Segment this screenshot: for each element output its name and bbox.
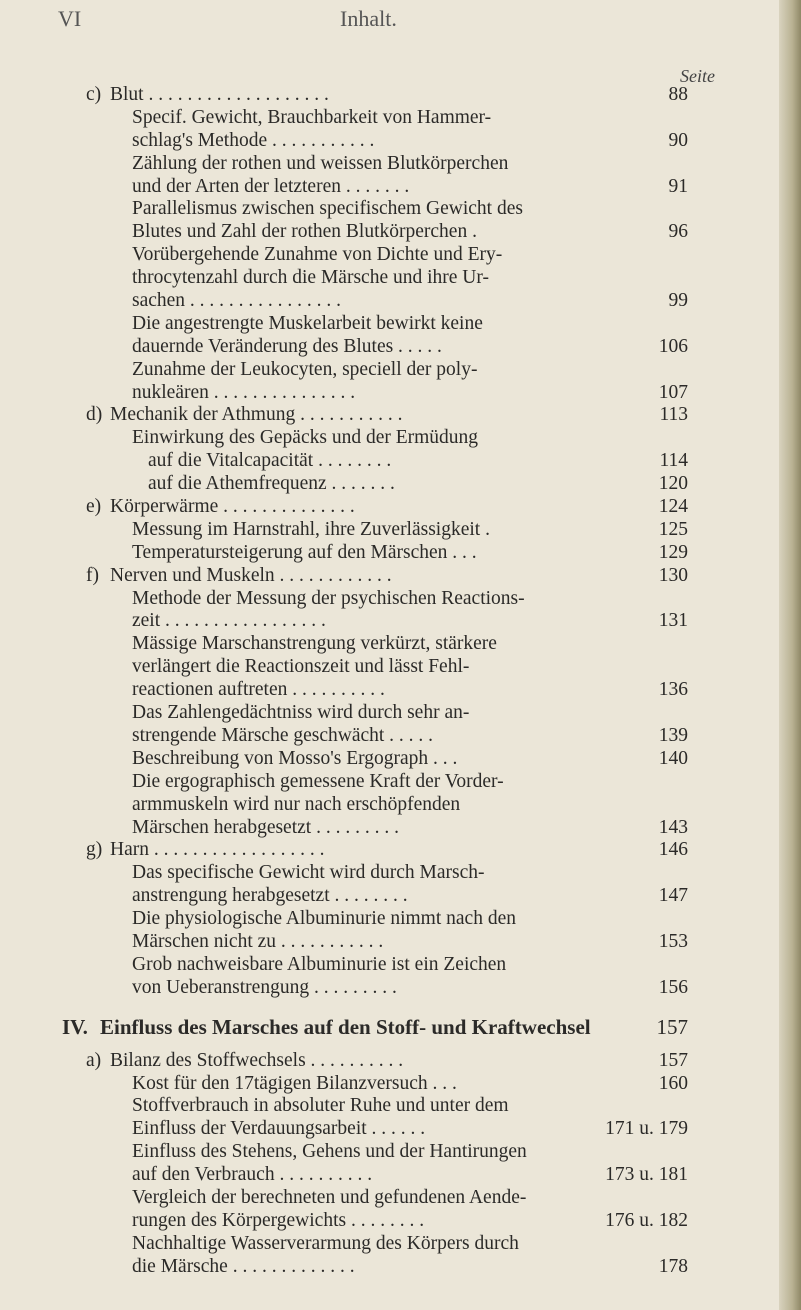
toc-entry [0, 130, 801, 153]
entry-text: Das specifische Gewicht wird durch Marsch- [132, 862, 485, 884]
toc-entry [0, 1187, 801, 1210]
toc-entry [0, 290, 801, 313]
entry-text: Die angestrengte Muskelarbeit bewirkt keine [132, 312, 483, 334]
toc-entry [0, 908, 801, 931]
entry-text: zeit . . . . . . . . . . . . . . . . . [132, 610, 326, 632]
toc-entry [0, 1141, 801, 1164]
entry-page: 143 [658, 816, 688, 838]
toc-entry [0, 427, 801, 450]
entry-page: 157 [658, 1049, 688, 1071]
toc-entry [0, 382, 801, 405]
entry-text: rungen des Körpergewichts . . . . . . . . [132, 1209, 425, 1231]
entry-text: Märschen nicht zu . . . . . . . . . . . [132, 930, 384, 952]
entry-text: Vorübergehende Zunahme von Dichte und Ery- [132, 244, 503, 266]
entry-text: Parallelismus zwischen specifischem Gewicht des [132, 198, 523, 220]
toc-entry [0, 862, 801, 885]
entry-page: 130 [658, 564, 688, 586]
entry-page: 124 [658, 496, 688, 518]
entry-text: sachen . . . . . . . . . . . . . . . . [132, 290, 342, 312]
entry-label: d) [86, 404, 103, 426]
toc-entry [0, 771, 801, 794]
entry-page: 114 [659, 450, 688, 472]
entry-page: 120 [658, 473, 688, 495]
toc-entry [0, 267, 801, 290]
toc-entry [0, 794, 801, 817]
entry-text: throcytenzahl durch die Märsche und ihre Ur- [132, 267, 489, 289]
page-number: VI [58, 6, 82, 31]
entry-page: 106 [658, 335, 688, 357]
toc-entry [0, 1073, 801, 1096]
entry-page: 171 u. 179 [605, 1118, 688, 1140]
section-heading [0, 1010, 801, 1044]
entry-text: Mässige Marschanstrengung verkürzt, stärkere [132, 633, 497, 655]
entry-text: Einwirkung des Gepäcks und der Ermüdung [132, 427, 479, 449]
toc-entry [0, 1118, 801, 1141]
entry-text: Das Zahlengedächtniss wird durch sehr an- [132, 702, 470, 724]
toc-entry [0, 1095, 801, 1118]
entry-text: Vergleich der berechneten und gefundenen Aende- [132, 1186, 527, 1208]
entry-text: reactionen auftreten . . . . . . . . . . [132, 679, 385, 701]
toc-entry [0, 519, 801, 542]
toc-entry [0, 1233, 801, 1256]
entry-page: 146 [658, 839, 688, 861]
entry-text: von Ueberanstrengung . . . . . . . . . [132, 976, 397, 998]
entry-page: 113 [659, 404, 688, 426]
entry-text: schlag's Methode . . . . . . . . . . . [132, 129, 375, 151]
toc-entry [0, 244, 801, 267]
entry-text: auf die Vitalcapacität . . . . . . . . [148, 450, 392, 472]
entry-page: 96 [668, 221, 688, 243]
entry-page: 125 [658, 518, 688, 540]
entry-text: armmuskeln wird nur nach erschöpfenden [132, 793, 461, 815]
toc-entry [0, 725, 801, 748]
entry-text: Specif. Gewicht, Brauchbarkeit von Hammer- [132, 106, 492, 128]
entry-label: c) [86, 84, 102, 105]
toc-entry [0, 1164, 801, 1187]
entry-page: 99 [668, 290, 688, 312]
entry-text: Methode der Messung der psychischen Reactions- [132, 587, 525, 609]
entry-text: Mechanik der Athmung . . . . . . . . . . . [110, 404, 403, 426]
entry-label: f) [86, 564, 99, 586]
entry-page: 90 [668, 129, 688, 151]
entry-page: 91 [668, 175, 688, 197]
toc-entry [0, 748, 801, 771]
toc-entry [0, 931, 801, 954]
entry-page: 147 [658, 885, 688, 907]
toc-entry [0, 153, 801, 176]
section-page: 157 [656, 1014, 688, 1039]
entry-text: verlängert die Reactionszeit und lässt Fehl- [132, 656, 470, 678]
toc-heading-entry [0, 839, 801, 862]
entry-page: 129 [658, 541, 688, 563]
toc-entry [0, 610, 801, 633]
toc-entry [0, 1256, 801, 1279]
entry-text: Beschreibung von Mosso's Ergograph . . . [132, 747, 458, 769]
entry-page: 139 [658, 724, 688, 746]
entry-text: Stoffverbrauch in absoluter Ruhe und unter dem [132, 1095, 509, 1117]
toc-entry [0, 588, 801, 611]
entry-page: 88 [668, 84, 688, 105]
entry-page: 136 [658, 679, 688, 701]
entry-text: Blutes und Zahl der rothen Blutkörperchen . [132, 221, 477, 243]
entry-text: Messung im Harnstrahl, ihre Zuverlässigkeit . [132, 518, 490, 540]
entry-text: auf den Verbrauch . . . . . . . . . . [132, 1164, 373, 1186]
entry-page: 156 [658, 976, 688, 998]
entry-text: die Märsche . . . . . . . . . . . . . [132, 1255, 355, 1277]
entry-text: Einfluss der Verdauungsarbeit . . . . . . [132, 1118, 426, 1140]
entry-page: 107 [658, 381, 688, 403]
entry-text: nukleären . . . . . . . . . . . . . . . [132, 381, 356, 403]
page-edge [779, 0, 801, 1310]
entry-page: 131 [658, 610, 688, 632]
entry-text: dauernde Veränderung des Blutes . . . . . [132, 335, 442, 357]
page-header [0, 6, 801, 46]
entry-text: Nachhaltige Wasserverarmung des Körpers durch [132, 1232, 519, 1254]
section-title: Einfluss des Marsches auf den Stoff- und Kraftwechsel [100, 1014, 591, 1039]
toc-entry [0, 176, 801, 199]
toc-entry [0, 542, 801, 565]
entry-text: Blut . . . . . . . . . . . . . . . . . . . [110, 84, 329, 105]
toc-entry [0, 107, 801, 130]
toc-heading-entry [0, 404, 801, 427]
toc-entry [0, 954, 801, 977]
entry-page: 176 u. 182 [605, 1209, 688, 1231]
toc-entry [0, 198, 801, 221]
entry-text: Die physiologische Albuminurie nimmt nach den [132, 908, 516, 930]
entry-text: Bilanz des Stoffwechsels . . . . . . . . . . [110, 1049, 404, 1071]
entry-text: Körperwärme . . . . . . . . . . . . . . [110, 496, 355, 518]
entry-text: Kost für den 17tägigen Bilanzversuch . . . [132, 1072, 457, 1094]
toc-entry [0, 977, 801, 1000]
toc-heading-entry [0, 496, 801, 519]
toc-entry [0, 633, 801, 656]
toc-entry [0, 885, 801, 908]
toc-entry [0, 1210, 801, 1233]
toc-entry [0, 679, 801, 702]
entry-text: Einfluss des Stehens, Gehens und der Hantirungen [132, 1141, 527, 1163]
entry-text: Grob nachweisbare Albuminurie ist ein Zeichen [132, 953, 507, 975]
page-title: Inhalt. [340, 6, 397, 31]
toc-entry [0, 313, 801, 336]
entry-page: 178 [658, 1255, 688, 1277]
entry-page: 140 [658, 747, 688, 769]
toc-entry [0, 359, 801, 382]
toc-entry [0, 702, 801, 725]
entry-text: Temperatursteigerung auf den Märschen . . . [132, 541, 477, 563]
entry-text: Nerven und Muskeln . . . . . . . . . . . . [110, 564, 392, 586]
toc-heading-entry [0, 565, 801, 588]
toc-entry [0, 656, 801, 679]
table-of-contents [0, 84, 801, 1279]
entry-text: Die ergographisch gemessene Kraft der Vorder- [132, 770, 504, 792]
toc-entry [0, 473, 801, 496]
toc-heading-entry [0, 1050, 801, 1073]
toc-entry [0, 221, 801, 244]
toc-entry [0, 817, 801, 840]
entry-text: anstrengung herabgesetzt . . . . . . . . [132, 885, 408, 907]
entry-label: g) [86, 839, 103, 861]
toc-heading-entry [0, 84, 801, 107]
entry-text: und der Arten der letzteren . . . . . . . [132, 175, 410, 197]
entry-page: 160 [658, 1072, 688, 1094]
entry-text: Zählung der rothen und weissen Blutkörperchen [132, 152, 509, 174]
seite-label: Seite [680, 66, 715, 86]
entry-text: Harn . . . . . . . . . . . . . . . . . . [110, 839, 325, 861]
toc-entry [0, 336, 801, 359]
entry-page: 153 [658, 930, 688, 952]
toc-entry [0, 450, 801, 473]
entry-text: Zunahme der Leukocyten, speciell der poly- [132, 358, 478, 380]
entry-label: a) [86, 1049, 102, 1071]
entry-text: Märschen herabgesetzt . . . . . . . . . [132, 816, 399, 838]
entry-page: 173 u. 181 [605, 1164, 688, 1186]
entry-text: strengende Märsche geschwächt . . . . . [132, 724, 434, 746]
entry-text: auf die Athemfrequenz . . . . . . . [148, 473, 395, 495]
section-label: IV. [62, 1014, 88, 1039]
entry-label: e) [86, 496, 102, 518]
